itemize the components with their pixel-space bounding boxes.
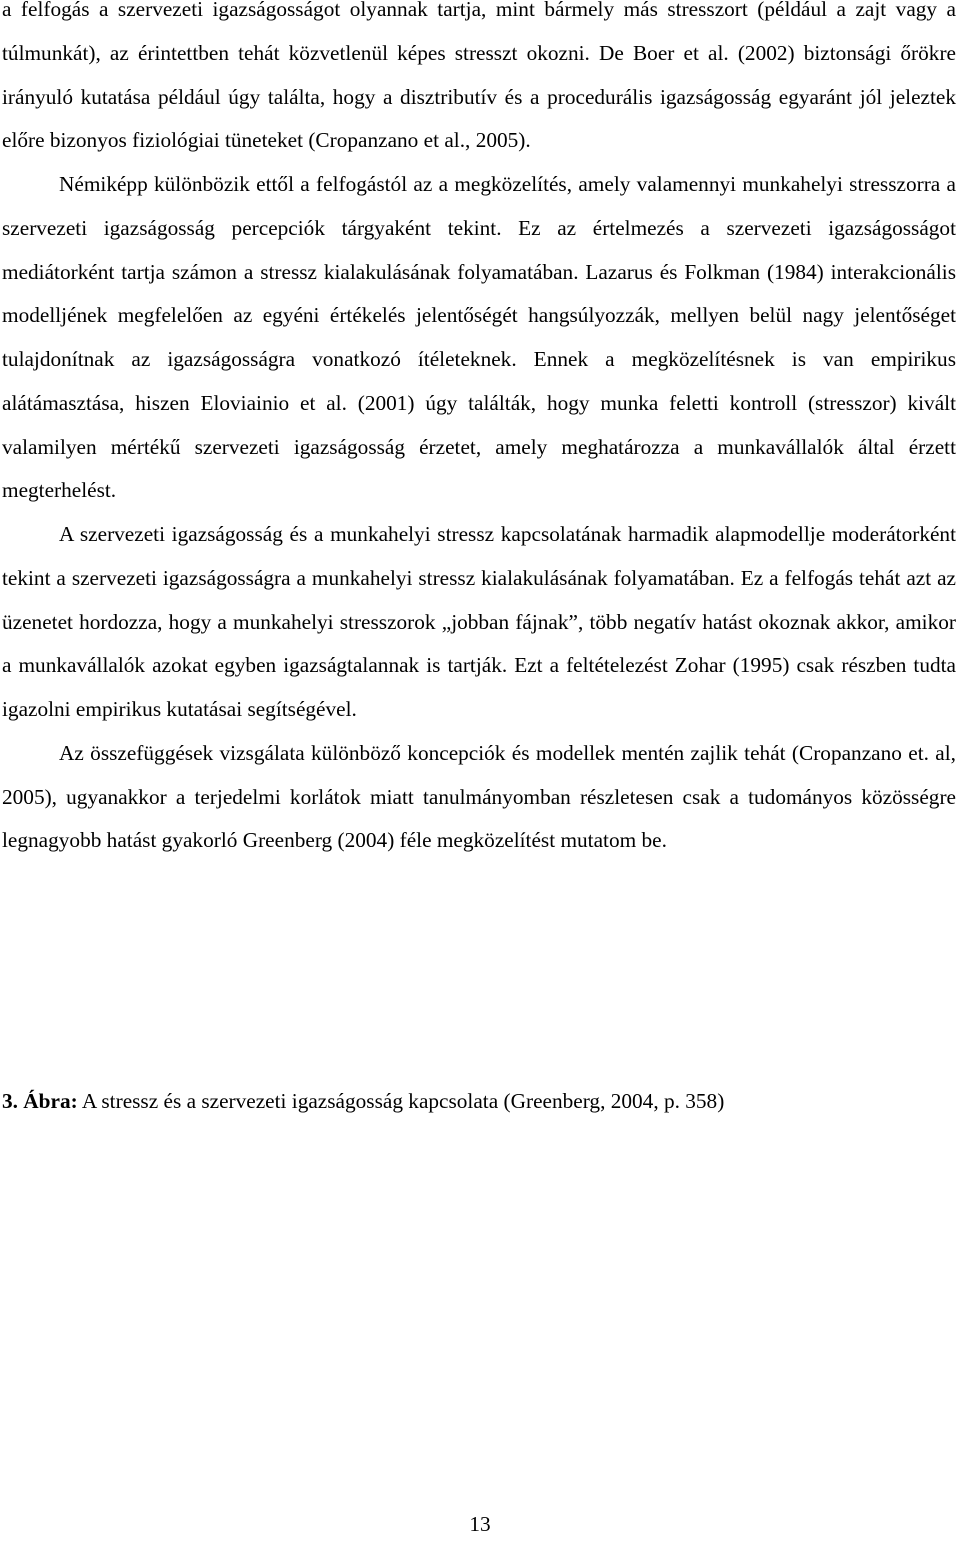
figure-caption-label: 3. Ábra: [2, 1089, 78, 1113]
figure-caption-text: A stressz és a szervezeti igazságosság kapcsolata (Greenberg, 2004, p. 358) [77, 1089, 725, 1113]
paragraph-summary: Az összefüggések vizsgálata különböző koncepciók és modellek mentén zajlik tehát (Cropanzano et. al, 2005), ugyanakkor a terjedelmi korlátok miatt tanulmányomban részletesen csak a tudományos közösségre legnagyobb hatást gyakorló Greenberg (2004) féle megközelítést mutatom be. [2, 740, 956, 853]
page-number: 13 [469, 1512, 491, 1536]
figure-caption [2, 1080, 956, 1124]
paragraph-moderator-model: A szervezeti igazságosság és a munkahelyi stressz kapcsolatának harmadik alapmodellje moderátorként tekint a szervezeti igazságosságra a munkahelyi stressz kialakulásának folyamatában. Ez a felfogás tehát azt az üzenetet hordozza, hogy a munkahelyi stresszorok „jobban fájnak”, több negatív hatást okoznak akkor, amikor a munkavállalók azokat egyben igazságtalannak is tartják. Ezt a feltételezést Zohar (1995) csak részben tudta igazolni empirikus kutatásai segítségével. [2, 522, 956, 721]
paragraph-mediator-model: Némiképp különbözik ettől a felfogástól az a megközelítés, amely valamennyi munkahelyi stresszorra a szervezeti igazságosság percepciók tárgyaként tekint. Ez az értelmezés a szervezeti igazságosságot mediátorként tartja számon a stressz kialakulásának folyamatában. Lazarus és Folkman (1984) interakcionális modelljének megfelelően az egyéni értékelés jelentőségét hangsúlyozzák, mellyen belül nagy jelentőséget tulajdonítnak az igazságosságra vonatkozó ítéleteknek. Ennek a megközelítésnek is van empirikus alátámasztása, hiszen Eloviainio et al. (2001) úgy találták, hogy munka feletti kontroll (stresszor) kivált valamilyen mértékű szervezeti igazságosság érzetet, amely meghatározza a munkavállalók által érzett megterhelést. [2, 172, 956, 503]
paragraph-continued: a felfogás a szervezeti igazságosságot olyannak tartja, mint bármely más stresszort (például a zajt vagy a túlmunkát), az érintettben tehát közvetlenül képes stresszt okozni. De Boer et al. (2002) biztonsági őrökre irányuló kutatása például úgy találta, hogy a disztributív és a procedurális igazságosság egyaránt jól jeleztek előre bizonyos fiziológiai tüneteket (Cropanzano et al., 2005). [2, 0, 956, 153]
body-text [2, 0, 956, 863]
